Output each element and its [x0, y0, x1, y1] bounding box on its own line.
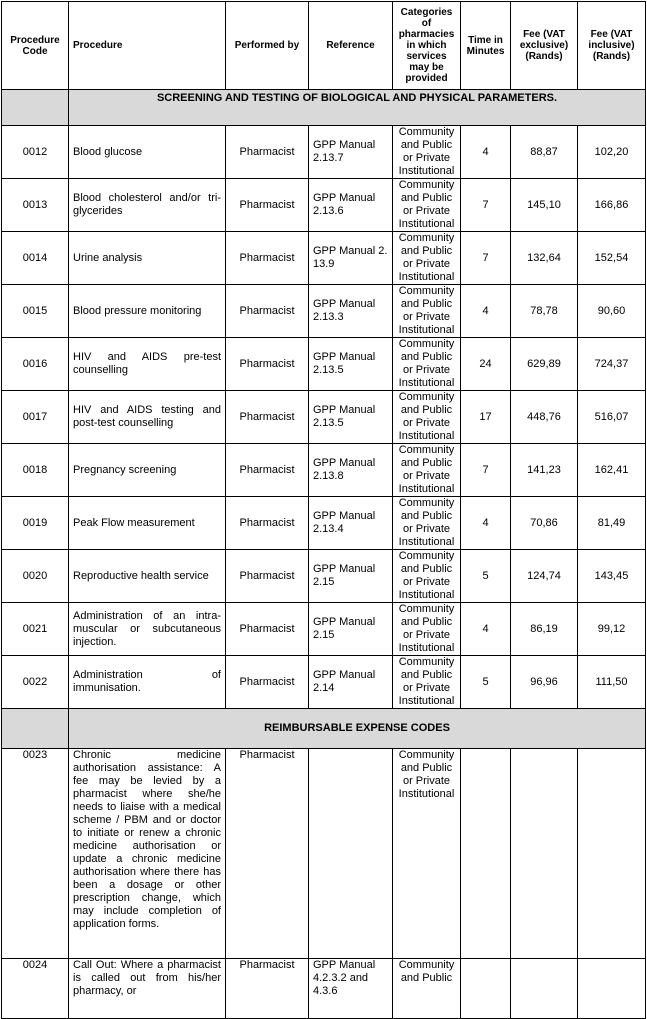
pharmacy-categories: Community and Public or Private Institutional: [393, 338, 461, 391]
time-minutes: 4: [461, 285, 511, 338]
time-minutes: 7: [461, 179, 511, 232]
reference: GPP Manual 2.13.4: [309, 497, 393, 550]
table-row: [2, 603, 646, 656]
fee-vat-exclusive: 88,87: [511, 126, 578, 179]
procedure-code: 0021: [2, 603, 69, 656]
table-row: [2, 550, 646, 603]
fee-vat-exclusive: [511, 959, 578, 1019]
fee-vat-inclusive: 111,50: [578, 656, 646, 709]
time-minutes: 24: [461, 338, 511, 391]
header-procedure-code: Procedure Code: [2, 2, 69, 90]
pharmacy-categories: Community and Public or Private Institutional: [393, 497, 461, 550]
procedure-name: Reproductive health service: [69, 550, 226, 603]
fee-vat-exclusive: 86,19: [511, 603, 578, 656]
fee-vat-inclusive: 724,37: [578, 338, 646, 391]
fee-vat-inclusive: 81,49: [578, 497, 646, 550]
procedure-code: 0016: [2, 338, 69, 391]
section-title-reimbursable: REIMBURSABLE EXPENSE CODES: [69, 709, 646, 749]
time-minutes: [461, 959, 511, 1019]
procedure-name: HIV and AIDS pre-test counselling: [69, 338, 226, 391]
pharmacy-categories: Community and Public or Private Institutional: [393, 126, 461, 179]
procedure-code: 0012: [2, 126, 69, 179]
procedure-name: Blood pressure monitoring: [69, 285, 226, 338]
procedure-name: Chronic medicine authorisation assistance: A fee may be levied by a pharmacist where she/he needs to liaise with a medical scheme / PBM and or doctor to initiate or renew a chronic medicine authorisation or update a chronic medicine authorisation where there has been a dosage or other prescription change, which may include completion of application forms.: [69, 749, 226, 959]
time-minutes: 4: [461, 126, 511, 179]
section-spacer: [2, 90, 69, 126]
table-row: [2, 391, 646, 444]
fee-vat-inclusive: 162,41: [578, 444, 646, 497]
header-performed-by: Performed by: [226, 2, 309, 90]
section-row-reimbursable: [2, 709, 646, 749]
table-row: [2, 959, 646, 1019]
pharmacy-categories: Community and Public or Private Institutional: [393, 656, 461, 709]
table-row: [2, 444, 646, 497]
performed-by: Pharmacist: [226, 497, 309, 550]
time-minutes: 7: [461, 232, 511, 285]
procedure-code: 0014: [2, 232, 69, 285]
procedure-code: 0019: [2, 497, 69, 550]
performed-by: Pharmacist: [226, 232, 309, 285]
performed-by: Pharmacist: [226, 179, 309, 232]
reference: [309, 749, 393, 959]
procedure-code: 0018: [2, 444, 69, 497]
table-row: [2, 126, 646, 179]
fee-vat-inclusive: 90,60: [578, 285, 646, 338]
section-spacer: [2, 709, 69, 749]
header-fee-excl: Fee (VAT exclusive) (Rands): [511, 2, 578, 90]
procedure-code: 0022: [2, 656, 69, 709]
performed-by: Pharmacist: [226, 126, 309, 179]
reference: GPP Manual 2. 13.9: [309, 232, 393, 285]
procedure-code: 0015: [2, 285, 69, 338]
procedure-code: 0017: [2, 391, 69, 444]
performed-by: Pharmacist: [226, 444, 309, 497]
performed-by: Pharmacist: [226, 285, 309, 338]
pharmacy-categories: Community and Public or Private Institutional: [393, 285, 461, 338]
fee-vat-exclusive: 70,86: [511, 497, 578, 550]
reference: GPP Manual 2.13.5: [309, 391, 393, 444]
pharmacy-categories: Community and Public or Private Institutional: [393, 749, 461, 959]
fee-vat-inclusive: 143,45: [578, 550, 646, 603]
procedure-name: Call Out: Where a pharmacist is called out from his/her pharmacy, or: [69, 959, 226, 1019]
time-minutes: 4: [461, 497, 511, 550]
reference: GPP Manual 2.13.6: [309, 179, 393, 232]
time-minutes: 5: [461, 550, 511, 603]
reference: GPP Manual 2.15: [309, 603, 393, 656]
fee-vat-exclusive: 629,89: [511, 338, 578, 391]
time-minutes: [461, 749, 511, 959]
header-procedure: Procedure: [69, 2, 226, 90]
reference: GPP Manual 2.14: [309, 656, 393, 709]
fee-vat-exclusive: [511, 749, 578, 959]
performed-by: Pharmacist: [226, 603, 309, 656]
table-row: [2, 285, 646, 338]
fee-vat-exclusive: 96,96: [511, 656, 578, 709]
reference: GPP Manual 2.13.7: [309, 126, 393, 179]
fee-vat-inclusive: [578, 959, 646, 1019]
procedure-name: Urine analysis: [69, 232, 226, 285]
procedure-code: 0023: [2, 749, 69, 959]
procedure-name: Administration of immunisation.: [69, 656, 226, 709]
header-time: Time in Minutes: [461, 2, 511, 90]
time-minutes: 4: [461, 603, 511, 656]
time-minutes: 5: [461, 656, 511, 709]
fee-vat-exclusive: 145,10: [511, 179, 578, 232]
procedure-code: 0013: [2, 179, 69, 232]
header-categories: Categories of pharmacies in which services may be provided: [393, 2, 461, 90]
procedure-name: Blood cholesterol and/or tri-glycerides: [69, 179, 226, 232]
header-fee-incl: Fee (VAT inclusive) (Rands): [578, 2, 646, 90]
performed-by: Pharmacist: [226, 656, 309, 709]
fee-vat-inclusive: 166,86: [578, 179, 646, 232]
procedure-name: Administration of an intra-muscular or subcutaneous injection.: [69, 603, 226, 656]
table-header-row: [2, 2, 646, 90]
performed-by: Pharmacist: [226, 959, 309, 1019]
procedure-name: HIV and AIDS testing and post-test counselling: [69, 391, 226, 444]
section-title-screening: SCREENING AND TESTING OF BIOLOGICAL AND PHYSICAL PARAMETERS.: [69, 90, 646, 126]
fee-vat-exclusive: 124,74: [511, 550, 578, 603]
performed-by: Pharmacist: [226, 338, 309, 391]
reference: GPP Manual 2.13.3: [309, 285, 393, 338]
reference: GPP Manual 2.15: [309, 550, 393, 603]
reference: GPP Manual 2.13.5: [309, 338, 393, 391]
pharmacy-categories: Community and Public or Private Institutional: [393, 444, 461, 497]
pharmacy-categories: Community and Public or Private Institutional: [393, 603, 461, 656]
fee-vat-exclusive: 141,23: [511, 444, 578, 497]
reference: GPP Manual 2.13.8: [309, 444, 393, 497]
fee-vat-inclusive: 99,12: [578, 603, 646, 656]
procedure-name: Blood glucose: [69, 126, 226, 179]
pharmacy-categories: Community and Public or Private Institutional: [393, 232, 461, 285]
fee-schedule-table: [1, 1, 646, 1019]
performed-by: Pharmacist: [226, 391, 309, 444]
procedure-name: Peak Flow measurement: [69, 497, 226, 550]
fee-vat-exclusive: 132,64: [511, 232, 578, 285]
table-row: [2, 497, 646, 550]
pharmacy-categories: Community and Public: [393, 959, 461, 1019]
performed-by: Pharmacist: [226, 749, 309, 959]
pharmacy-categories: Community and Public or Private Institutional: [393, 391, 461, 444]
procedure-name: Pregnancy screening: [69, 444, 226, 497]
table-row: [2, 749, 646, 959]
table-row: [2, 338, 646, 391]
table-row: [2, 656, 646, 709]
section-row-screening: [2, 90, 646, 126]
table-row: [2, 179, 646, 232]
fee-vat-inclusive: 152,54: [578, 232, 646, 285]
pharmacy-categories: Community and Public or Private Institutional: [393, 179, 461, 232]
table-row: [2, 232, 646, 285]
time-minutes: 7: [461, 444, 511, 497]
fee-vat-inclusive: 516,07: [578, 391, 646, 444]
fee-vat-exclusive: 78,78: [511, 285, 578, 338]
pharmacy-categories: Community and Public or Private Institutional: [393, 550, 461, 603]
procedure-code: 0020: [2, 550, 69, 603]
fee-vat-exclusive: 448,76: [511, 391, 578, 444]
fee-vat-inclusive: [578, 749, 646, 959]
time-minutes: 17: [461, 391, 511, 444]
fee-vat-inclusive: 102,20: [578, 126, 646, 179]
performed-by: Pharmacist: [226, 550, 309, 603]
reference: GPP Manual 4.2.3.2 and 4.3.6: [309, 959, 393, 1019]
procedure-code: 0024: [2, 959, 69, 1019]
header-reference: Reference: [309, 2, 393, 90]
